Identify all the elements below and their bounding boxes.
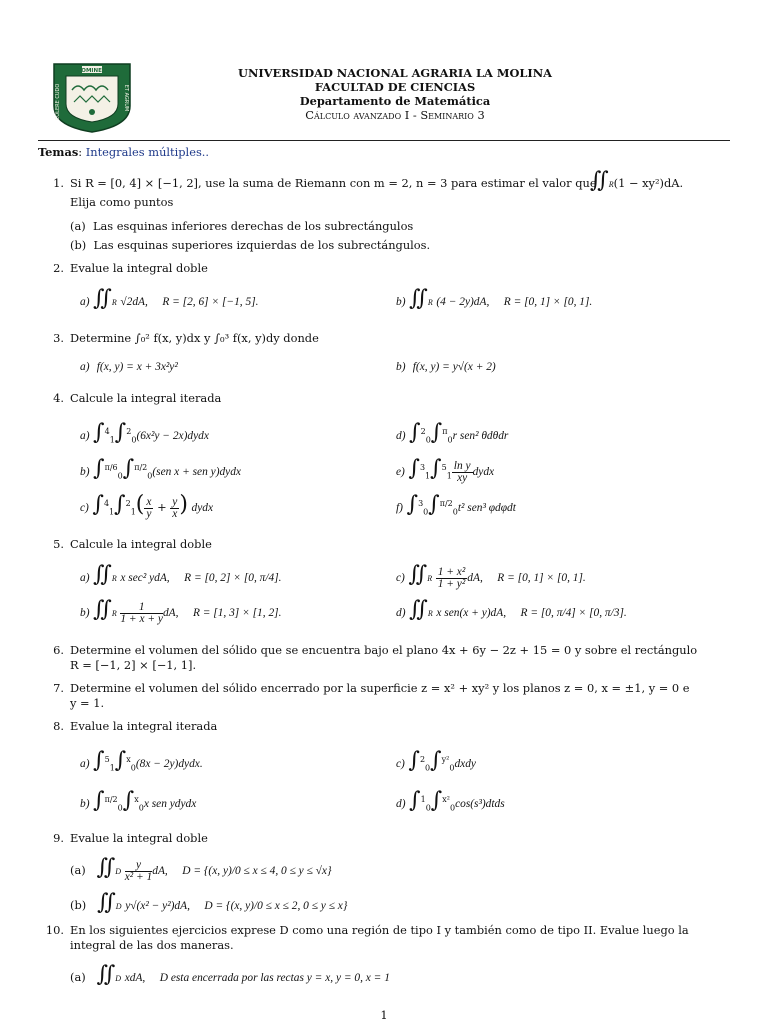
department-name: Departamento de Matemática [299, 94, 491, 108]
problem-5c: c) ∬R $\frac{\text{1 + x²}}{\text{1 + y²}}$ dA, R = [0, 1] × [0, 1]. [396, 562, 586, 590]
topics-label: Temas [38, 145, 79, 159]
problem-6-line2: R = [−1, 2] × [−1, 1]. [70, 658, 197, 672]
page-number: 1 [380, 1008, 388, 1022]
problem-1-integral: ∬R(1 − xy²)dA. [590, 168, 684, 193]
problem-5b: b) ∬R $\frac{1}{1 + x + y}$ dA, R = [1, 3] × [1, 2]. [80, 597, 282, 625]
problem-8d: d) ∫$^1_0$∫$^{x^2}_0$cos(s³)dtds [396, 788, 505, 813]
problem-2-text: Evalue la integral doble [70, 261, 208, 275]
problem-3-number: 3. [53, 331, 64, 345]
problem-10-line1: En los siguientes ejercicios exprese D como una región de tipo I y también como de tipo II. Evalue luego la [70, 923, 689, 937]
faculty-name: FACULTAD DE CIENCIAS [314, 80, 476, 94]
problem-6-line1: Determine el volumen del sólido que se encuentra bajo el plano 4x + 6y − 2z + 15 = 0 y sobre el rectángulo [70, 643, 698, 657]
topics-value: Integrales múltiples.. [85, 145, 210, 159]
course-title: Cálculo avanzado I - Seminario 3 [305, 108, 485, 122]
seal-right-text: ET AGRUM [123, 84, 129, 112]
problem-1-text: Si R = [0, 4] × [−1, 2], use la suma de Riemann con m = 2, n = 3 para estimar el valor que [70, 176, 597, 190]
problem-8b: b) ∫$^{\pi/2}_0$∫$^x_0$x sen ydydx [80, 788, 197, 813]
problem-1-option-a: (a) Las esquinas inferiores derechas de los subrectángulos [70, 219, 414, 233]
seal-left-text: COLERE CUDO [55, 83, 61, 121]
problem-3a: a) f(x, y) = x + 3x²y² [80, 361, 178, 373]
problem-9b: (b) ∬D y√(x² − y²)dA, D = {(x, y)/0 ≤ x ≤ 2, 0 ≤ y ≤ x} [70, 890, 348, 915]
university-name: UNIVERSIDAD NACIONAL AGRARIA LA MOLINA [238, 66, 552, 80]
document-header [180, 66, 610, 122]
problem-1-number: 1. [53, 176, 64, 190]
problem-2a: a) ∬R √2dA, R = [2, 6] × [−1, 5]. [80, 286, 259, 311]
problem-4b: b) ∫$^{\pi/6}_0$∫$^{\pi/2}_0$(sen x + sen y)dydx [80, 456, 241, 481]
problem-9-number: 9. [53, 831, 64, 845]
problem-2-number: 2. [53, 261, 64, 275]
seal-top-text: HOMINEM [76, 68, 108, 74]
problem-4a: a) ∫$^4_1$∫$^2_0$(6x²y − 2x)dydx [80, 420, 209, 445]
problem-7-number: 7. [53, 681, 64, 695]
problem-4-text: Calcule la integral iterada [70, 391, 222, 405]
problem-10a: (a) ∬D xdA, D esta encerrada por las rectas y = x, y = 0, x = 1 [70, 962, 390, 987]
problem-7-line1: Determine el volumen del sólido encerrado por la superficie z = x² + xy² y los planos z = 0, x = ±1, y = 0 e [70, 681, 690, 695]
problem-5-text: Calcule la integral doble [70, 537, 212, 551]
university-seal-logo [52, 62, 132, 134]
problem-6-number: 6. [53, 643, 64, 657]
topics-line: Temas: Integrales múltiples.. [38, 145, 210, 159]
problem-4d: d) ∫$^2_0$∫$^\pi_0$r sen² θdθdr [396, 420, 509, 445]
problem-4c: c) ∫$^4_1$∫$^2_1$( $\frac{x}{y}$ + $\frac{y}{x}$ ) dydx [80, 492, 214, 520]
problem-9-text: Evalue la integral doble [70, 831, 208, 845]
problem-5d: d) ∬R x sen(x + y)dA, R = [0, π/4] × [0, π/3]. [396, 597, 627, 622]
problem-3-text: Determine ∫₀² f(x, y)dx y ∫₀³ f(x, y)dy donde [70, 331, 319, 345]
problem-4-number: 4. [53, 391, 64, 405]
problem-10-number: 10. [45, 923, 64, 937]
problem-1-text-b: Elija como puntos [70, 195, 174, 209]
problem-3b: b) f(x, y) = y√(x + 2) [396, 361, 496, 373]
problem-4e: e) ∫$^3_1$∫$^5_1$ $\frac{\text{ln y}}{xy}$ dydx [396, 456, 495, 484]
problem-8-text: Evalue la integral iterada [70, 719, 218, 733]
problem-8a: a) ∫$^5_1$∫$^x_0$(8x − 2y)dydx. [80, 748, 203, 773]
problem-8c: c) ∫$^2_0$∫$^{y^2}_0$dxdy [396, 748, 476, 773]
header-divider [38, 140, 730, 141]
problem-5-number: 5. [53, 537, 64, 551]
problem-10-line2: integral de las dos maneras. [70, 938, 234, 952]
problem-8-number: 8. [53, 719, 64, 733]
problem-2b: b) ∬R (4 − 2y)dA, R = [0, 1] × [0, 1]. [396, 286, 593, 311]
problem-1-integrand: (1 − xy²)dA. [613, 176, 684, 190]
problem-5a: a) ∬R x sec² ydA, R = [0, 2] × [0, π/4]. [80, 562, 282, 587]
problem-1-option-b: (b) Las esquinas superiores izquierdas de los subrectángulos. [70, 238, 431, 252]
problem-4f: f) ∫$^3_0$∫$^{\pi/2}_0$t² sen³ φdφdt [396, 492, 516, 517]
problem-9a: (a) ∬D $\frac{y}{\text{x² + 1}}$ dA, D = {(x, y)/0 ≤ x ≤ 4, 0 ≤ y ≤ √x} [70, 855, 332, 883]
problem-7-line2: y = 1. [70, 696, 105, 710]
